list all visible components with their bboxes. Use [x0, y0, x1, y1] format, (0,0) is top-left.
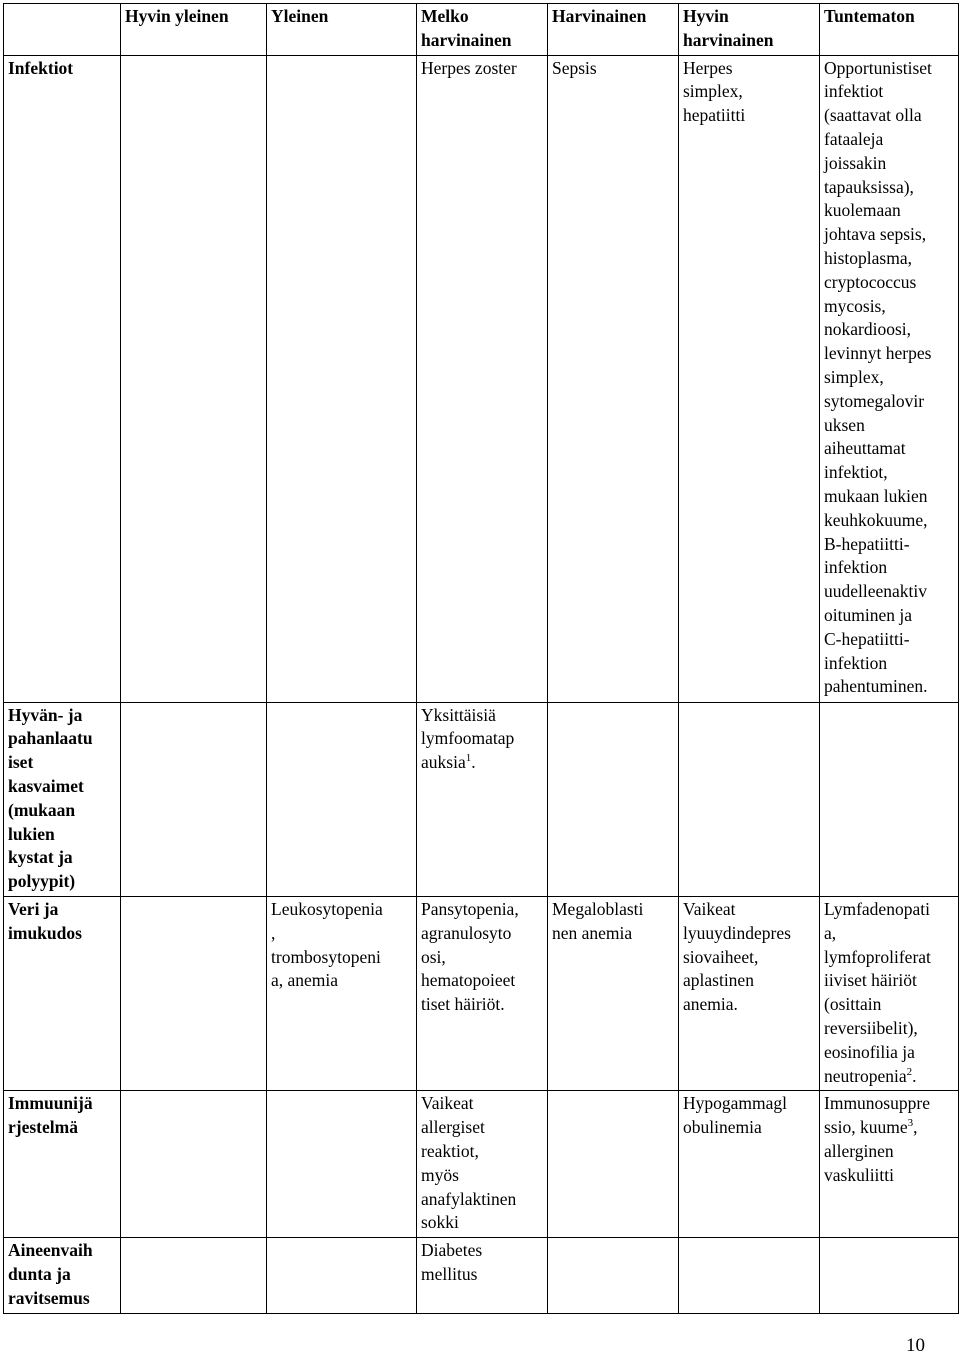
cell-melko-harvinainen: Herpes zoster	[417, 55, 548, 702]
header-hyvin-yleinen: Hyvin yleinen	[121, 4, 267, 56]
cell-melko-harvinainen	[417, 702, 548, 896]
cell-empty	[121, 702, 267, 896]
cell-empty	[121, 1091, 267, 1238]
row-category: Hyvän- ja pahanlaatu iset kasvaimet (mukaan lukien kystat ja polyypit)	[4, 702, 121, 896]
footnote-ref: 3	[907, 1117, 914, 1130]
page-number: 10	[906, 1335, 925, 1356]
footnote-ref: 2	[906, 1065, 913, 1078]
cell-empty	[820, 1238, 959, 1313]
cell-text: Lymfadenopati a, lymfoproliferat iiviset häiriöt (osittain reversiibelit), eosinofilia ja neutropenia	[824, 898, 931, 1086]
cell-empty	[121, 896, 267, 1090]
cell-melko-harvinainen: Diabetes mellitus	[417, 1238, 548, 1313]
cell-tuntematon	[820, 1091, 959, 1238]
header-hyvin-harvinainen: Hyvin harvinainen	[679, 4, 820, 56]
row-category: Infektiot	[4, 55, 121, 702]
cell-tuntematon: Opportunistiset infektiot (saattavat olla fataaleja joissakin tapauksissa), kuolemaan johtava sepsis, histoplasma, cryptococcus mycosis, nokardioosi, levinnyt herpes simplex, sytomegalovir uksen aiheuttamat infektiot, mukaan lukien keuhkokuume, B-hepatiitti- infektion uudelleenaktiv oituminen ja C-hepatiitti- infektion pahentuminen.	[820, 55, 959, 702]
footnote-ref: 1	[465, 752, 472, 765]
cell-text: Yksittäisiä lymfoomatap auksia	[421, 704, 515, 773]
header-harvinainen: Harvinainen	[548, 4, 679, 56]
cell-empty	[121, 55, 267, 702]
cell-empty	[548, 1091, 679, 1238]
cell-empty	[121, 1238, 267, 1313]
cell-empty	[267, 55, 417, 702]
cell-melko-harvinainen: Pansytopenia, agranulosyto osi, hematopoieet tiset häiriöt.	[417, 896, 548, 1090]
table-header-row	[4, 4, 959, 56]
row-category: Veri ja imukudos	[4, 896, 121, 1090]
cell-tuntematon	[820, 896, 959, 1090]
cell-text-end: , allerginen vaskuliitti	[824, 1117, 918, 1185]
cell-empty	[548, 702, 679, 896]
cell-yleinen: Leukosytopenia , trombosytopeni a, anemia	[267, 896, 417, 1090]
cell-text-end: .	[471, 752, 476, 773]
cell-hyvin-harvinainen: Hypogammagl obulinemia	[679, 1091, 820, 1238]
cell-empty	[267, 702, 417, 896]
cell-harvinainen: Megaloblasti nen anemia	[548, 896, 679, 1090]
header-tuntematon: Tuntematon	[820, 4, 959, 56]
table-row	[4, 1238, 959, 1313]
table-row	[4, 55, 959, 702]
header-melko-harvinainen: Melko harvinainen	[417, 4, 548, 56]
cell-empty	[267, 1091, 417, 1238]
cell-empty	[679, 702, 820, 896]
row-category: Aineenvaih dunta ja ravitsemus	[4, 1238, 121, 1313]
cell-empty	[267, 1238, 417, 1313]
cell-text-end: .	[912, 1065, 917, 1086]
table-row	[4, 702, 959, 896]
cell-empty	[679, 1238, 820, 1313]
table-row	[4, 896, 959, 1090]
cell-hyvin-harvinainen: Herpes simplex, hepatiitti	[679, 55, 820, 702]
cell-empty	[820, 702, 959, 896]
cell-hyvin-harvinainen: Vaikeat lyuuydindepres siovaiheet, aplastinen anemia.	[679, 896, 820, 1090]
header-yleinen: Yleinen	[267, 4, 417, 56]
adverse-effects-table	[3, 3, 959, 1314]
cell-empty	[548, 1238, 679, 1313]
header-corner	[4, 4, 121, 56]
table-row	[4, 1091, 959, 1238]
row-category: Immuunijä rjestelmä	[4, 1091, 121, 1238]
cell-text: Immunosuppre ssio, kuume	[824, 1093, 930, 1138]
cell-melko-harvinainen: Vaikeat allergiset reaktiot, myös anafylaktinen sokki	[417, 1091, 548, 1238]
cell-harvinainen: Sepsis	[548, 55, 679, 702]
